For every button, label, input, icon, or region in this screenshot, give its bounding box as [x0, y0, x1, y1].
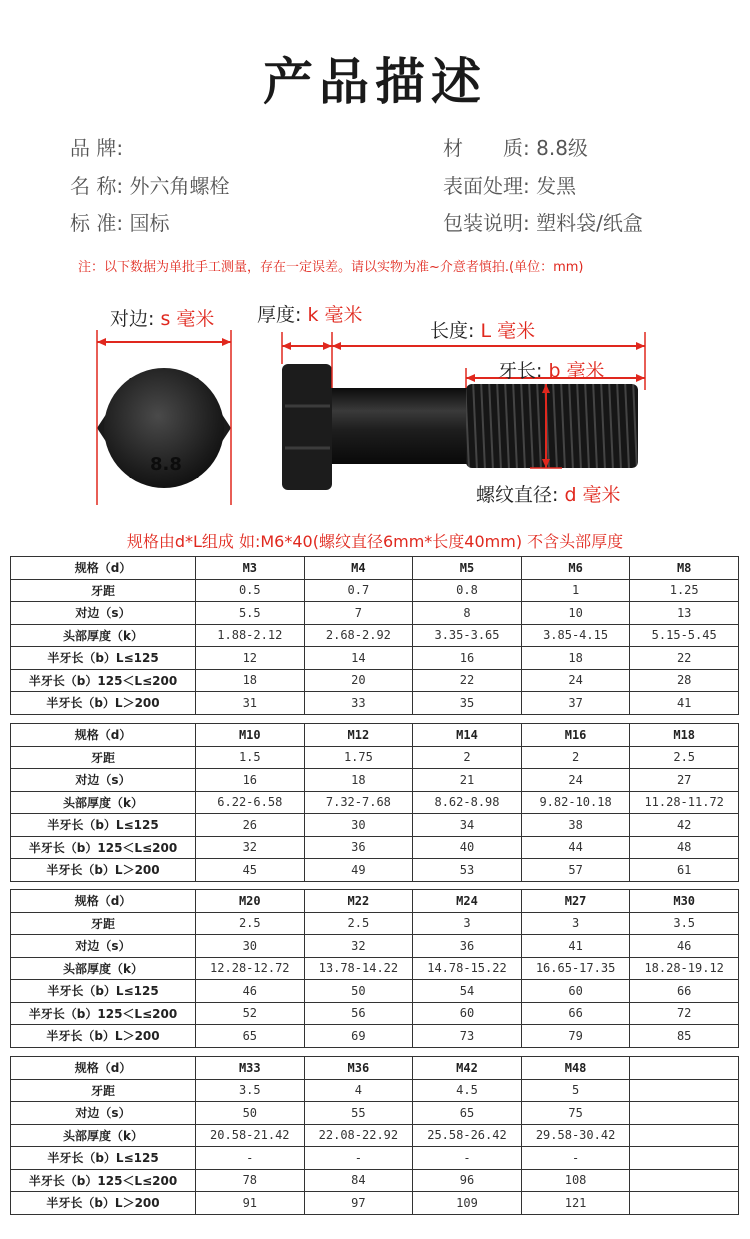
table-cell	[630, 1079, 739, 1102]
row-label: 规格（d）	[11, 1057, 196, 1080]
table-cell: 11.28-11.72	[630, 791, 739, 814]
row-label: 半牙长（b）L≤125	[11, 647, 196, 670]
b-arrow-right	[636, 374, 645, 382]
table-cell: 60	[413, 1002, 522, 1025]
s-arrow-right	[222, 338, 231, 346]
table-cell: 109	[413, 1192, 522, 1215]
table-cell: 18	[304, 769, 413, 792]
table-cell: 73	[413, 1025, 522, 1048]
table-row	[11, 624, 739, 647]
size-header-cell: M48	[521, 1057, 630, 1080]
table-cell: 13.78-14.22	[304, 957, 413, 980]
size-header-cell: M4	[304, 557, 413, 580]
table-cell: 75	[521, 1102, 630, 1125]
table-row	[11, 791, 739, 814]
table-cell: 65	[413, 1102, 522, 1125]
size-header-cell: M24	[413, 890, 522, 913]
L-label	[430, 316, 535, 343]
table-header-row	[11, 890, 739, 913]
table-row	[11, 602, 739, 625]
table-cell: 3	[521, 912, 630, 935]
table-cell: 26	[196, 814, 305, 837]
table-cell: 2.5	[304, 912, 413, 935]
size-header-cell: M27	[521, 890, 630, 913]
row-label: 半牙长（b）125＜L≤200	[11, 1002, 196, 1025]
table-cell: 1.88-2.12	[196, 624, 305, 647]
table-cell: 16.65-17.35	[521, 957, 630, 980]
table-cell: 56	[304, 1002, 413, 1025]
table-cell: 16	[196, 769, 305, 792]
table-cell: 1.75	[304, 746, 413, 769]
k-label	[257, 300, 363, 327]
material-label: 材 质:	[443, 136, 530, 160]
size-header-cell: M3	[196, 557, 305, 580]
table-cell: 42	[630, 814, 739, 837]
table-cell: 52	[196, 1002, 305, 1025]
row-label: 规格（d）	[11, 890, 196, 913]
spec-table	[10, 1056, 739, 1215]
row-label: 头部厚度（k）	[11, 791, 196, 814]
table-cell: 0.5	[196, 579, 305, 602]
table-cell: 48	[630, 836, 739, 859]
table-cell: 46	[196, 980, 305, 1003]
size-header-cell: M5	[413, 557, 522, 580]
table-cell: 3.85-4.15	[521, 624, 630, 647]
standard-row	[70, 207, 169, 236]
size-header-cell	[630, 1057, 739, 1080]
table-cell: 5	[521, 1079, 630, 1102]
k-arrow-left	[282, 342, 291, 350]
table-cell: 79	[521, 1025, 630, 1048]
b-label-text: 牙长:	[498, 360, 543, 382]
table-row	[11, 769, 739, 792]
table-cell: 14	[304, 647, 413, 670]
table-cell: 10	[521, 602, 630, 625]
table-cell: 72	[630, 1002, 739, 1025]
row-label: 头部厚度（k）	[11, 957, 196, 980]
L-arrow-left	[332, 342, 341, 350]
row-label: 对边（s）	[11, 769, 196, 792]
table-cell: 16	[413, 647, 522, 670]
table-cell: 46	[630, 935, 739, 958]
table-row	[11, 912, 739, 935]
table-cell: 5.5	[196, 602, 305, 625]
table-row	[11, 1079, 739, 1102]
table-cell: 37	[521, 692, 630, 715]
size-header-cell: M33	[196, 1057, 305, 1080]
spec-table	[10, 723, 739, 882]
table-cell: 36	[413, 935, 522, 958]
table-row	[11, 1169, 739, 1192]
table-cell: 41	[521, 935, 630, 958]
L-label-value: L 毫米	[480, 320, 536, 342]
s-label	[110, 304, 214, 331]
table-cell: 9.82-10.18	[521, 791, 630, 814]
table-cell: 57	[521, 859, 630, 882]
table-cell: 8	[413, 602, 522, 625]
table-row	[11, 647, 739, 670]
table-cell: 24	[521, 669, 630, 692]
b-label-value: b 毫米	[548, 360, 605, 382]
row-label: 半牙长（b）125＜L≤200	[11, 1169, 196, 1192]
table-cell: 97	[304, 1192, 413, 1215]
table-cell: 6.22-6.58	[196, 791, 305, 814]
table-cell: 61	[630, 859, 739, 882]
table-cell: 78	[196, 1169, 305, 1192]
row-label: 对边（s）	[11, 602, 196, 625]
table-cell: 53	[413, 859, 522, 882]
k-arrow-right	[323, 342, 332, 350]
table-cell: 14.78-15.22	[413, 957, 522, 980]
surface-row	[443, 170, 576, 199]
table-row	[11, 980, 739, 1003]
table-cell: 35	[413, 692, 522, 715]
table-cell: 1.25	[630, 579, 739, 602]
s-label-text: 对边:	[110, 308, 155, 330]
row-label: 头部厚度（k）	[11, 624, 196, 647]
table-cell: 34	[413, 814, 522, 837]
size-header-cell: M36	[304, 1057, 413, 1080]
table-row	[11, 1147, 739, 1170]
table-cell: 22	[630, 647, 739, 670]
table-cell: 84	[304, 1169, 413, 1192]
size-header-cell: M14	[413, 724, 522, 747]
table-cell: 66	[630, 980, 739, 1003]
table-cell: 69	[304, 1025, 413, 1048]
L-label-text: 长度:	[430, 320, 475, 342]
table-cell: -	[196, 1147, 305, 1170]
table-row	[11, 1002, 739, 1025]
table-cell: -	[413, 1147, 522, 1170]
row-label: 牙距	[11, 746, 196, 769]
table-cell: 121	[521, 1192, 630, 1215]
row-label: 半牙长（b）125＜L≤200	[11, 836, 196, 859]
spec-table	[10, 889, 739, 1048]
row-label: 牙距	[11, 912, 196, 935]
row-label: 头部厚度（k）	[11, 1124, 196, 1147]
table-cell: 28	[630, 669, 739, 692]
table-cell: 33	[304, 692, 413, 715]
size-header-cell: M12	[304, 724, 413, 747]
table-cell: 66	[521, 1002, 630, 1025]
s-label-value: s 毫米	[160, 308, 215, 330]
size-header-cell: M30	[630, 890, 739, 913]
table-cell: 22.08-22.92	[304, 1124, 413, 1147]
s-arrow-left	[97, 338, 106, 346]
table-cell: 49	[304, 859, 413, 882]
measurement-note: 注：以下数据为单批手工测量，存在一定误差。请以实物为准~介意者慎拍.(单位：mm)	[78, 260, 584, 275]
table-cell: 12.28-12.72	[196, 957, 305, 980]
table-cell: 1.5	[196, 746, 305, 769]
bolt-head-side	[282, 364, 332, 490]
table-cell	[630, 1192, 739, 1215]
table-cell: 25.58-26.42	[413, 1124, 522, 1147]
table-cell: 0.8	[413, 579, 522, 602]
table-cell: 32	[304, 935, 413, 958]
table-cell: -	[521, 1147, 630, 1170]
table-cell: 8.62-8.98	[413, 791, 522, 814]
size-header-cell: M8	[630, 557, 739, 580]
row-label: 对边（s）	[11, 935, 196, 958]
table-cell: 96	[413, 1169, 522, 1192]
package-value: 塑料袋/纸盒	[536, 211, 643, 235]
table-row	[11, 1124, 739, 1147]
size-header-cell: M10	[196, 724, 305, 747]
bolt-dimension-diagram	[0, 290, 750, 515]
d-label-text: 螺纹直径:	[476, 484, 559, 506]
table-cell: 54	[413, 980, 522, 1003]
table-row	[11, 669, 739, 692]
row-label: 半牙长（b）L＞200	[11, 1025, 196, 1048]
size-header-cell: M22	[304, 890, 413, 913]
table-cell: 2.5	[196, 912, 305, 935]
table-row	[11, 957, 739, 980]
table-row	[11, 746, 739, 769]
table-cell: 2.68-2.92	[304, 624, 413, 647]
name-row	[70, 170, 229, 199]
table-cell	[630, 1102, 739, 1125]
surface-value: 发黑	[536, 174, 577, 198]
table-cell: 18	[521, 647, 630, 670]
table-row	[11, 859, 739, 882]
table-row	[11, 692, 739, 715]
row-label: 半牙长（b）L≤125	[11, 1147, 196, 1170]
row-label: 半牙长（b）L＞200	[11, 1192, 196, 1215]
row-label: 半牙长（b）L＞200	[11, 692, 196, 715]
spec-table	[10, 556, 739, 715]
table-cell: 12	[196, 647, 305, 670]
size-header-cell: M6	[521, 557, 630, 580]
table-cell: 7	[304, 602, 413, 625]
table-row	[11, 1025, 739, 1048]
row-label: 对边（s）	[11, 1102, 196, 1125]
size-header-cell: M20	[196, 890, 305, 913]
table-header-row	[11, 724, 739, 747]
table-cell: 7.32-7.68	[304, 791, 413, 814]
surface-label: 表面处理:	[443, 174, 530, 198]
table-cell: 91	[196, 1192, 305, 1215]
table-cell: 3.35-3.65	[413, 624, 522, 647]
table-cell: 44	[521, 836, 630, 859]
package-row	[443, 207, 643, 236]
package-label: 包装说明:	[443, 211, 530, 235]
size-header-cell: M16	[521, 724, 630, 747]
row-label: 牙距	[11, 579, 196, 602]
table-cell: 2	[413, 746, 522, 769]
table-cell: 20	[304, 669, 413, 692]
name-value: 外六角螺栓	[129, 174, 230, 198]
table-cell: 30	[304, 814, 413, 837]
table-row	[11, 836, 739, 859]
table-cell: 29.58-30.42	[521, 1124, 630, 1147]
size-header-cell: M18	[630, 724, 739, 747]
table-cell: 1	[521, 579, 630, 602]
b-label	[498, 356, 605, 383]
table-cell: 20.58-21.42	[196, 1124, 305, 1147]
material-value: 8.8级	[536, 136, 588, 160]
k-label-text: 厚度:	[257, 304, 302, 326]
table-header-row	[11, 557, 739, 580]
table-cell: 41	[630, 692, 739, 715]
table-cell: 2.5	[630, 746, 739, 769]
table-cell: 45	[196, 859, 305, 882]
table-cell: 40	[413, 836, 522, 859]
b-arrow-left	[466, 374, 475, 382]
row-label: 规格（d）	[11, 557, 196, 580]
row-label: 半牙长（b）L≤125	[11, 814, 196, 837]
k-label-value: k 毫米	[307, 304, 363, 326]
table-cell	[630, 1124, 739, 1147]
table-cell: 85	[630, 1025, 739, 1048]
brand-row	[70, 132, 123, 161]
table-cell: 50	[304, 980, 413, 1003]
row-label: 半牙长（b）125＜L≤200	[11, 669, 196, 692]
row-label: 规格（d）	[11, 724, 196, 747]
table-row	[11, 1102, 739, 1125]
table-cell: 55	[304, 1102, 413, 1125]
table-row	[11, 579, 739, 602]
size-header-cell: M42	[413, 1057, 522, 1080]
table-cell: 3	[413, 912, 522, 935]
table-cell: 0.7	[304, 579, 413, 602]
table-cell: 50	[196, 1102, 305, 1125]
table-cell	[630, 1147, 739, 1170]
table-cell: 3.5	[630, 912, 739, 935]
standard-label: 标 准:	[70, 211, 124, 235]
spec-note: 规格由d*L组成 如:M6*40(螺纹直径6mm*长度40mm) 不含头部厚度	[126, 532, 624, 551]
row-label: 半牙长（b）L＞200	[11, 859, 196, 882]
table-cell: 36	[304, 836, 413, 859]
table-row	[11, 935, 739, 958]
table-cell: 3.5	[196, 1079, 305, 1102]
d-label	[476, 480, 621, 507]
table-cell: 13	[630, 602, 739, 625]
table-cell: 31	[196, 692, 305, 715]
d-label-value: d 毫米	[564, 484, 621, 506]
table-row	[11, 814, 739, 837]
table-cell: 18	[196, 669, 305, 692]
table-cell	[630, 1169, 739, 1192]
bolt-thread	[466, 384, 638, 468]
table-cell: 108	[521, 1169, 630, 1192]
name-label: 名 称:	[70, 174, 124, 198]
table-cell: 30	[196, 935, 305, 958]
table-cell: 60	[521, 980, 630, 1003]
table-cell: 2	[521, 746, 630, 769]
bolt-shank	[332, 388, 468, 464]
row-label: 半牙长（b）L≤125	[11, 980, 196, 1003]
table-cell: 65	[196, 1025, 305, 1048]
table-row	[11, 1192, 739, 1215]
table-cell: 4	[304, 1079, 413, 1102]
table-cell: 21	[413, 769, 522, 792]
table-cell: 38	[521, 814, 630, 837]
table-header-row	[11, 1057, 739, 1080]
page-title: 产品描述	[263, 53, 487, 111]
brand-label: 品 牌:	[70, 136, 124, 160]
head-marking: 8.8	[150, 454, 182, 475]
table-cell: 18.28-19.12	[630, 957, 739, 980]
table-cell: 24	[521, 769, 630, 792]
row-label: 牙距	[11, 1079, 196, 1102]
L-arrow-right	[636, 342, 645, 350]
table-cell: 27	[630, 769, 739, 792]
table-cell: 4.5	[413, 1079, 522, 1102]
standard-value: 国标	[129, 211, 170, 235]
table-cell: 22	[413, 669, 522, 692]
table-cell: 32	[196, 836, 305, 859]
table-cell: 5.15-5.45	[630, 624, 739, 647]
material-row	[443, 132, 588, 161]
table-cell: -	[304, 1147, 413, 1170]
